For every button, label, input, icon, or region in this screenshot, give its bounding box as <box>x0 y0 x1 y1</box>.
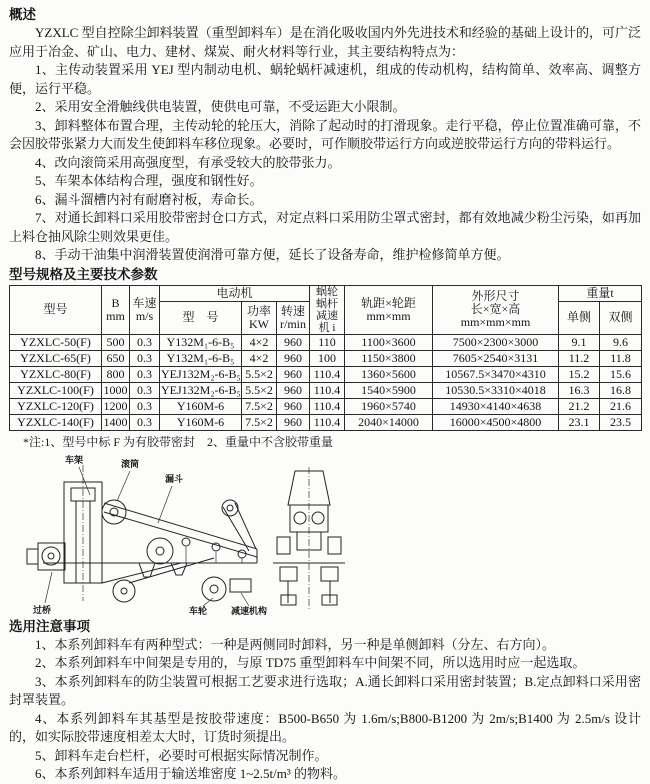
table-cell: YZXLC-80(F) <box>10 366 102 382</box>
diagram-label-drum: 滚筒 <box>121 458 140 469</box>
table-cell: 21.2 <box>559 398 600 414</box>
col-header-rpm <box>277 302 310 334</box>
speed-label: 车速 <box>132 295 157 310</box>
col-header-reducer <box>310 285 345 334</box>
table-cell: 110.4 <box>310 366 345 382</box>
table-cell: 1000 <box>103 382 128 397</box>
table-cell: 100 <box>310 350 345 366</box>
overview-heading: 概述 <box>9 7 36 22</box>
table-cell: 1150×3800 <box>345 350 433 366</box>
table-cell: 15.2 <box>559 366 600 382</box>
table-cell: YEJ132M₂-6-B₅ <box>161 382 241 397</box>
table-cell: 16.8 <box>600 382 642 398</box>
table-cell: 16.3 <box>559 382 600 398</box>
table-cell: 15.6 <box>600 366 642 382</box>
notes-heading: 选用注意事项 <box>9 618 90 634</box>
table-cell: 960 <box>277 382 310 398</box>
table-cell: Y132M₁-6-B₅ <box>160 334 242 350</box>
table-cell: 960 <box>277 350 310 366</box>
col-header-weight-double <box>600 302 642 334</box>
table-cell: 960 <box>277 366 310 382</box>
table-cell: 0.3 <box>130 350 160 366</box>
table-cell: 1360×5600 <box>345 366 433 382</box>
table-cell: 9.1 <box>559 334 600 350</box>
motor-group-label: 电动机 <box>216 285 253 300</box>
belt-width-unit: mm <box>106 308 125 323</box>
table-cell: 110.4 <box>310 414 345 430</box>
col-header-track <box>345 285 433 334</box>
track-label: 轨距×轮距 <box>361 295 416 310</box>
table-cell: 10530.5×3310×4018 <box>433 382 559 398</box>
table-cell: 11.2 <box>559 350 600 366</box>
belt-width-symbol: B <box>111 295 120 310</box>
diagram-label-frame: 车架 <box>65 454 84 465</box>
table-cell: 23.5 <box>600 414 642 430</box>
table-cell: 960 <box>277 414 310 430</box>
table-cell: 7605×2540×3131 <box>433 350 559 366</box>
machine-diagram <box>9 451 649 617</box>
dims-l2: 长×宽×高 <box>470 302 521 316</box>
notes-item-3: 3、本系列卸料车的防尘装置可根据工艺要求进行选取；A.通长卸料口采用密封装置；B.定点卸料口采用密封罩装置。 <box>9 673 641 707</box>
table-cell: 7.5×2 <box>242 414 277 430</box>
table-cell: 800 <box>102 366 130 382</box>
table-cell: 9.6 <box>600 334 642 350</box>
table-cell: 5.5×2 <box>242 366 277 382</box>
col-header-motor-model <box>160 302 242 334</box>
col-header-weight-single <box>559 302 600 334</box>
diagram-label-bridge: 过桥 <box>33 604 52 615</box>
table-cell: YZXLC-140(F) <box>10 414 102 430</box>
table-cell: 16000×4500×4800 <box>433 414 559 430</box>
table-cell: 23.1 <box>559 414 600 430</box>
table-cell: 110.4 <box>310 398 345 414</box>
diagram-label-wheel: 车轮 <box>189 605 208 616</box>
spec-table-body <box>10 334 642 430</box>
table-cell: 1100×3600 <box>345 334 433 350</box>
table-note: *注:1、型号中标 F 为有胶带密封 2、重量中不含胶带重量 <box>23 434 334 449</box>
notes-item-5: 5、卸料车走台栏杆，必要时可根据实际情况制作。 <box>35 747 328 763</box>
table-cell: Y160M-6 <box>160 398 242 414</box>
weight-double-label: 双侧 <box>608 310 633 325</box>
table-cell: Y132M₁-6-B₅ <box>160 350 242 366</box>
power-unit: KW <box>249 316 269 331</box>
dims-unit: mm×mm×mm <box>460 315 531 329</box>
col-header-belt-width <box>102 285 130 334</box>
table-row <box>10 334 642 350</box>
table-row <box>10 382 642 398</box>
reducer-l4: 机 i <box>318 321 336 334</box>
reducer-l3: 减速 <box>316 309 339 322</box>
table-cell: YZXLC-120(F) <box>10 398 102 414</box>
col-header-weight-group <box>559 285 642 302</box>
col-header-speed <box>130 285 160 334</box>
table-cell: 1540×5900 <box>345 382 433 398</box>
reducer-l2: 蜗杆 <box>316 297 339 310</box>
table-cell: 10567.5×3470×4310 <box>433 366 559 382</box>
table-cell: 0.3 <box>130 398 160 414</box>
table-cell: 21.6 <box>600 398 642 414</box>
table-cell: 7500×2300×3000 <box>433 334 559 350</box>
table-cell: 650 <box>102 350 130 366</box>
dims-l1: 外形尺寸 <box>471 289 520 303</box>
overview-item-8: 8、手动干油集中润滑装置使润滑可靠方便，延长了设备寿命，维护检修简单方便。 <box>35 247 510 262</box>
rpm-unit: r/min <box>280 316 306 331</box>
diagram-label-hopper: 漏斗 <box>165 473 184 484</box>
overview-item-3: 3、卸料整体布置合理，主传动轮的轮压大，消除了起动时的打滑现象。走行平稳，停止位置准确可靠，不会因胶带张紧力大而发生使卸料车移位现象。必要时，可作顺胶带运行方向或逆胶带运行方向的带料运行。 <box>9 117 641 151</box>
table-cell: 110 <box>310 334 345 350</box>
table-cell: 1200 <box>103 398 128 413</box>
table-cell: 4×2 <box>242 334 277 350</box>
speed-unit: m/s <box>135 308 154 323</box>
table-cell: Y160M-6 <box>160 414 242 430</box>
side-view <box>27 454 267 616</box>
table-cell: YZXLC-100(F) <box>10 382 102 398</box>
overview-item-1: 1、主传动装置采用 YEJ 型内制动电机、蜗轮蜗杆减速机，组成的传动机构，结构简单、效率高、调整方便，运行平稳。 <box>9 62 641 96</box>
col-header-model <box>10 285 102 334</box>
overview-item-5: 5、车架本体结构合理，强度和钢性好。 <box>35 173 263 188</box>
table-cell: YZXLC-50(F) <box>10 334 102 350</box>
table-header-row-1 <box>10 285 642 302</box>
table-cell: 960 <box>277 334 310 350</box>
notes-item-6: 6、本系列卸料车适用于输送堆密度 1~2.5t/m³ 的物料。 <box>35 766 347 781</box>
spec-table <box>9 285 642 431</box>
table-row <box>10 414 642 430</box>
table-cell: 1400 <box>103 414 128 429</box>
table-cell: 0.3 <box>130 382 160 398</box>
table-cell: 14930×4140×4638 <box>433 398 559 414</box>
machine-line-drawing <box>9 451 649 617</box>
notes-item-1: 1、本系列卸料车有两种型式：一种是两侧同时卸料，另一种是单侧卸料（分左、右方向）。 <box>35 636 556 652</box>
overview-item-6: 6、漏斗溜槽内衬有耐磨衬板，寿命长。 <box>35 191 263 207</box>
table-cell: 500 <box>102 334 130 350</box>
motor-model-label: 型 号 <box>182 310 219 325</box>
overview-item-2: 2、采用安全滑触线供电装置，使供电可靠，不受运距大小限制。 <box>35 99 406 114</box>
table-cell: 0.3 <box>130 414 160 430</box>
table-cell: 5.5×2 <box>242 382 277 398</box>
overview-item-4: 4、改向滚筒采用高强度型，有承受较大的胶带张力。 <box>35 154 341 170</box>
table-cell: 11.8 <box>600 350 642 366</box>
col-header-model-label: 型号 <box>43 302 68 316</box>
table-cell: 0.3 <box>130 334 160 350</box>
table-cell: 960 <box>277 398 310 414</box>
track-unit: mm×mm <box>366 308 411 323</box>
col-header-motor-group <box>160 285 310 302</box>
overview-intro: YZXLC 型自控除尘卸料装置（重型卸料车）是在消化吸收国内外先进技术和经验的基础上设计的，可广泛应用于冶金、矿山、电力、建材、煤炭、耐火材料等行业，其主要结构特点为： <box>9 25 641 59</box>
power-label: 功率 <box>246 303 271 318</box>
table-cell: 0.3 <box>130 366 160 382</box>
end-view <box>273 467 345 609</box>
table-cell: YZXLC-65(F) <box>10 350 102 366</box>
notes-item-2: 2、本系列卸料车中间架是专用的，与原 TD75 重型卸料车中间架不同，所以选用时应一起选取。 <box>35 655 586 670</box>
col-header-dimensions <box>433 285 559 334</box>
rpm-label: 转速 <box>281 303 306 318</box>
table-cell: 7.5×2 <box>242 398 277 414</box>
table-row <box>10 398 642 414</box>
table-cell: 110.4 <box>310 382 345 398</box>
overview-item-7: 7、对通长卸料口采用胶带密封仓口方式，对定点料口采用防尘罩式密封，都有效地减少粉尘污染，如再加上料仓抽风除尘则效果更佳。 <box>9 210 641 244</box>
table-row <box>10 366 642 382</box>
table-cell: 4×2 <box>242 350 277 366</box>
weight-single-label: 单侧 <box>567 310 592 325</box>
weight-group-label: 重量t <box>586 285 614 300</box>
col-header-power <box>242 302 277 334</box>
reducer-l1: 蜗轮 <box>316 285 339 298</box>
table-cell: 1960×5740 <box>345 398 433 414</box>
notes-item-4: 4、本系列卸料车其基型是按胶带速度：B500-B650 为 1.6m/s;B800-B1200 为 2m/s;B1400 为 2.5m/s 设计的，如实际胶带速度相差太大时，订货时须提出。 <box>9 710 641 744</box>
table-cell: YEJ132M₂-6-B₅ <box>161 366 241 381</box>
spec-heading: 型号规格及主要技术参数 <box>9 266 158 282</box>
diagram-label-reducer: 减速机构 <box>231 605 268 616</box>
table-cell: 2040×14000 <box>345 414 433 430</box>
table-row <box>10 350 642 366</box>
